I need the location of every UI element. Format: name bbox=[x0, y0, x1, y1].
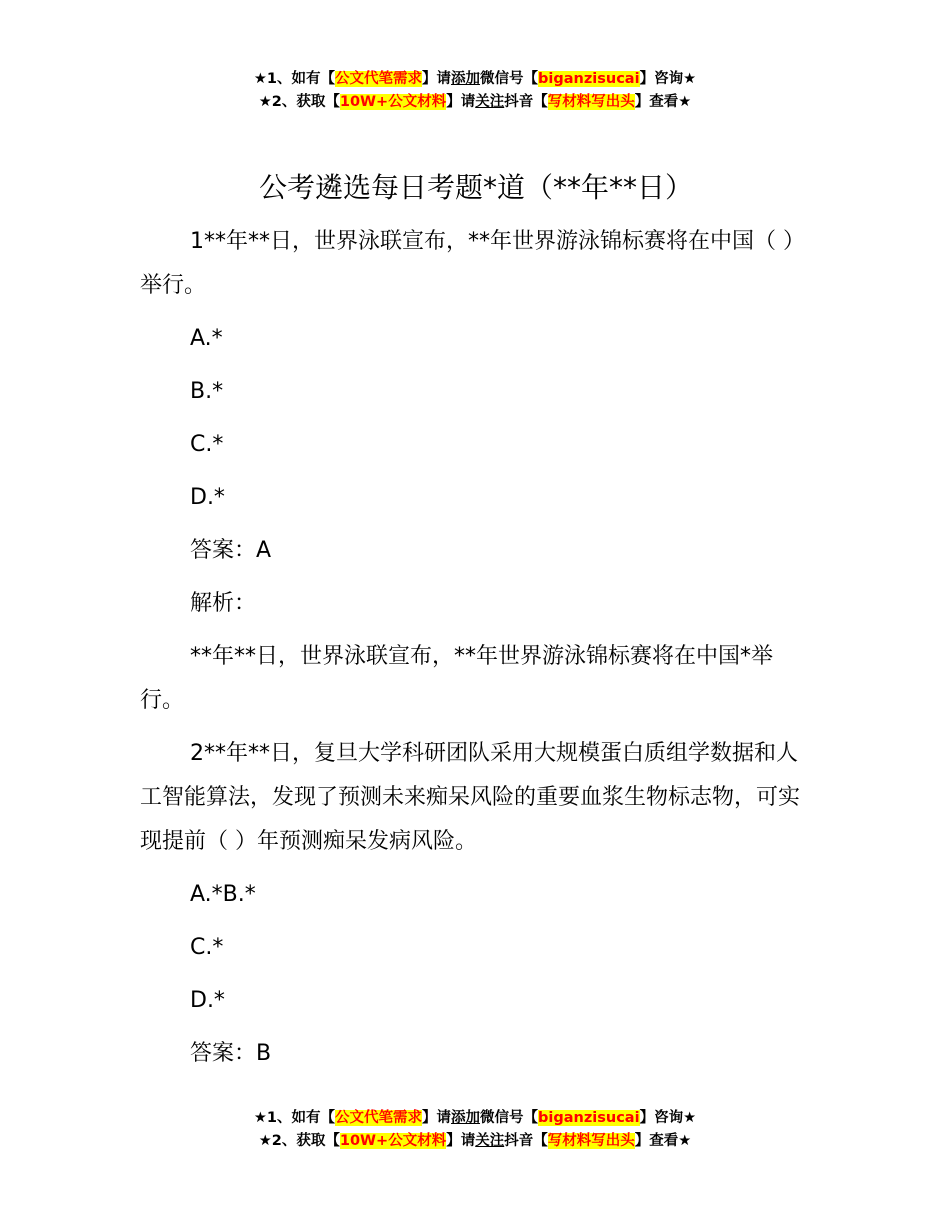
banner-underline: 关注 bbox=[475, 1133, 505, 1149]
question-1-option-c: C.* bbox=[190, 432, 224, 457]
document-title: 公考遴选每日考题*道（**年**日） bbox=[258, 171, 693, 204]
banner-line-2 bbox=[0, 91, 950, 114]
banner-text: 】请 bbox=[422, 71, 452, 87]
banner-line-1 bbox=[0, 1107, 950, 1130]
banner-highlight: 公文代笔需求 bbox=[335, 1110, 423, 1126]
banner-highlight: 写材料写出头 bbox=[547, 94, 635, 110]
banner-text: 抖音【 bbox=[504, 1133, 548, 1149]
question-1-option-d: D.* bbox=[190, 485, 225, 510]
question-1-analysis-label: 解析： bbox=[190, 591, 257, 616]
question-2-text: 2**年**日，复旦大学科研团队采用大规模蛋白质组学数据和人工智能算法，发现了预测未来痴呆风险的重要血浆生物标志物，可实现提前（ ）年预测痴呆发病风险。 bbox=[140, 741, 801, 854]
banner-text: 】请 bbox=[446, 1133, 476, 1149]
document-body bbox=[140, 166, 812, 1085]
question-2-option-c: C.* bbox=[190, 935, 224, 960]
banner-text: 微信号【 bbox=[480, 71, 539, 87]
banner-text: ★1、如有【 bbox=[253, 1110, 336, 1126]
banner-highlight: 10W+公文材料 bbox=[339, 94, 447, 110]
banner-line-2 bbox=[0, 1130, 950, 1153]
banner-text: 微信号【 bbox=[480, 1110, 539, 1126]
question-1-answer: 答案：A bbox=[190, 538, 272, 563]
question-2-option-d: D.* bbox=[190, 988, 225, 1013]
banner-underline: 关注 bbox=[475, 94, 505, 110]
question-2-answer: 答案：B bbox=[190, 1041, 272, 1066]
banner-text: 】咨询★ bbox=[639, 71, 697, 87]
footer-banner bbox=[0, 1107, 950, 1153]
banner-text: 抖音【 bbox=[504, 94, 548, 110]
banner-highlight: 公文代笔需求 bbox=[335, 71, 423, 87]
banner-text: ★2、获取【 bbox=[258, 94, 340, 110]
banner-text: 】咨询★ bbox=[639, 1110, 697, 1126]
banner-highlight: biganzisucai bbox=[538, 1110, 640, 1126]
banner-highlight: biganzisucai bbox=[538, 71, 640, 87]
banner-highlight: 10W+公文材料 bbox=[339, 1133, 447, 1149]
question-2-option-ab: A.*B.* bbox=[190, 882, 256, 907]
question-1-option-b: B.* bbox=[190, 379, 224, 404]
banner-underline: 添加 bbox=[451, 71, 481, 87]
question-1-analysis: **年**日，世界泳联宣布，**年世界游泳锦标赛将在中国*举行。 bbox=[140, 644, 774, 713]
banner-text: 】查看★ bbox=[634, 1133, 692, 1149]
banner-highlight: 写材料写出头 bbox=[547, 1133, 635, 1149]
banner-text: 】查看★ bbox=[634, 94, 692, 110]
header-banner bbox=[0, 68, 950, 114]
banner-text: 】请 bbox=[422, 1110, 452, 1126]
question-1-option-a: A.* bbox=[190, 326, 223, 351]
banner-text: ★1、如有【 bbox=[253, 71, 336, 87]
banner-text: ★2、获取【 bbox=[258, 1133, 340, 1149]
banner-line-1 bbox=[0, 68, 950, 91]
banner-text: 】请 bbox=[446, 94, 476, 110]
banner-underline: 添加 bbox=[451, 1110, 481, 1126]
question-1-text: 1**年**日，世界泳联宣布，**年世界游泳锦标赛将在中国（ ）举行。 bbox=[140, 229, 805, 298]
